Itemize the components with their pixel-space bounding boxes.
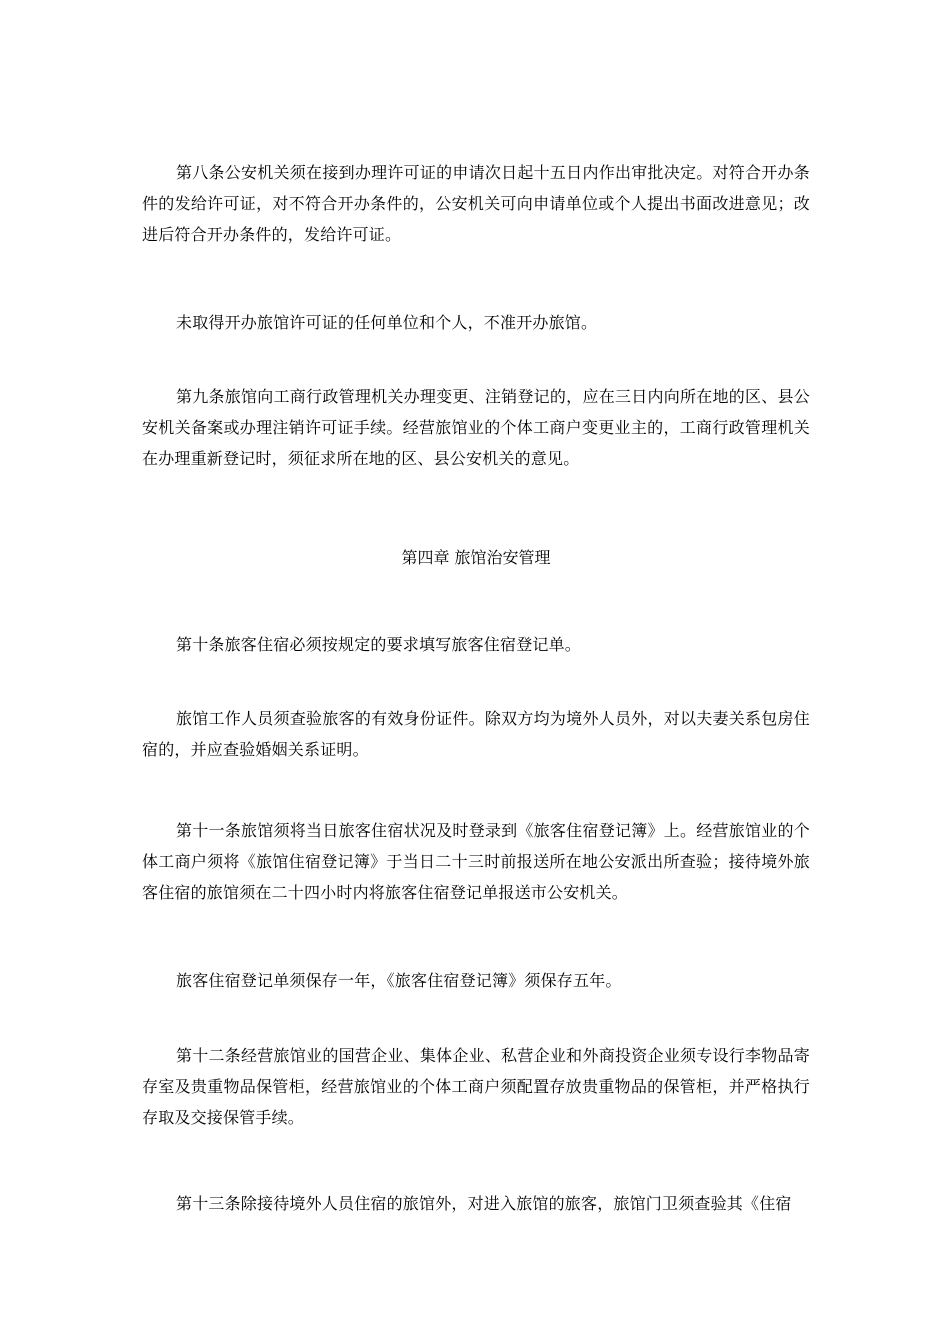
- article-13-paragraph: 第十三条除接待境外人员住宿的旅馆外，对进入旅馆的旅客，旅馆门卫须查验其《住宿: [176, 1194, 792, 1213]
- id-check-paragraph: 旅馆工作人员须查验旅客的有效身份证件。除双方均为境外人员外，对以夫妻关系包房住宿的，并应查验婚姻关系证明。: [142, 709, 810, 759]
- article-9-paragraph: 第九条旅馆向工商行政管理机关办理变更、注销登记的，应在三日内向所在地的区、县公安机关备案或办理注销许可证手续。经营旅馆业的个体工商户变更业主的，工商行政管理机关在办理重新登记时，须征求所在地的区、县公安机关的意见。: [142, 387, 810, 468]
- chapter-heading: 第四章 旅馆治安管理: [401, 548, 551, 567]
- no-license-paragraph: 未取得开办旅馆许可证的任何单位和个人，不准开办旅馆。: [176, 313, 598, 332]
- article-11-paragraph: 第十一条旅馆须将当日旅客住宿状况及时登录到《旅客住宿登记簿》上。经营旅馆业的个体工商户须将《旅馆住宿登记簿》于当日二十三时前报送所在地公安派出所查验；接待境外旅客住宿的旅馆须在二十四小时内将旅客住宿登记单报送市公安机关。: [142, 821, 810, 902]
- article-8-paragraph: 第八条公安机关须在接到办理许可证的申请次日起十五日内作出审批决定。对符合开办条件的发给许可证，对不符合开办条件的，公安机关可向申请单位或个人提出书面改进意见；改进后符合开办条件的，发给许可证。: [142, 163, 810, 244]
- record-retention-paragraph: 旅客住宿登记单须保存一年，《旅客住宿登记簿》须保存五年。: [176, 971, 622, 990]
- article-12-paragraph: 第十二条经营旅馆业的国营企业、集体企业、私营企业和外商投资企业须专设行李物品寄存室及贵重物品保管柜，经营旅馆业的个体工商户须配置存放贵重物品的保管柜，并严格执行存取及交接保管手续。: [142, 1046, 810, 1127]
- article-10-paragraph: 第十条旅客住宿必须按规定的要求填写旅客住宿登记单。: [176, 635, 582, 654]
